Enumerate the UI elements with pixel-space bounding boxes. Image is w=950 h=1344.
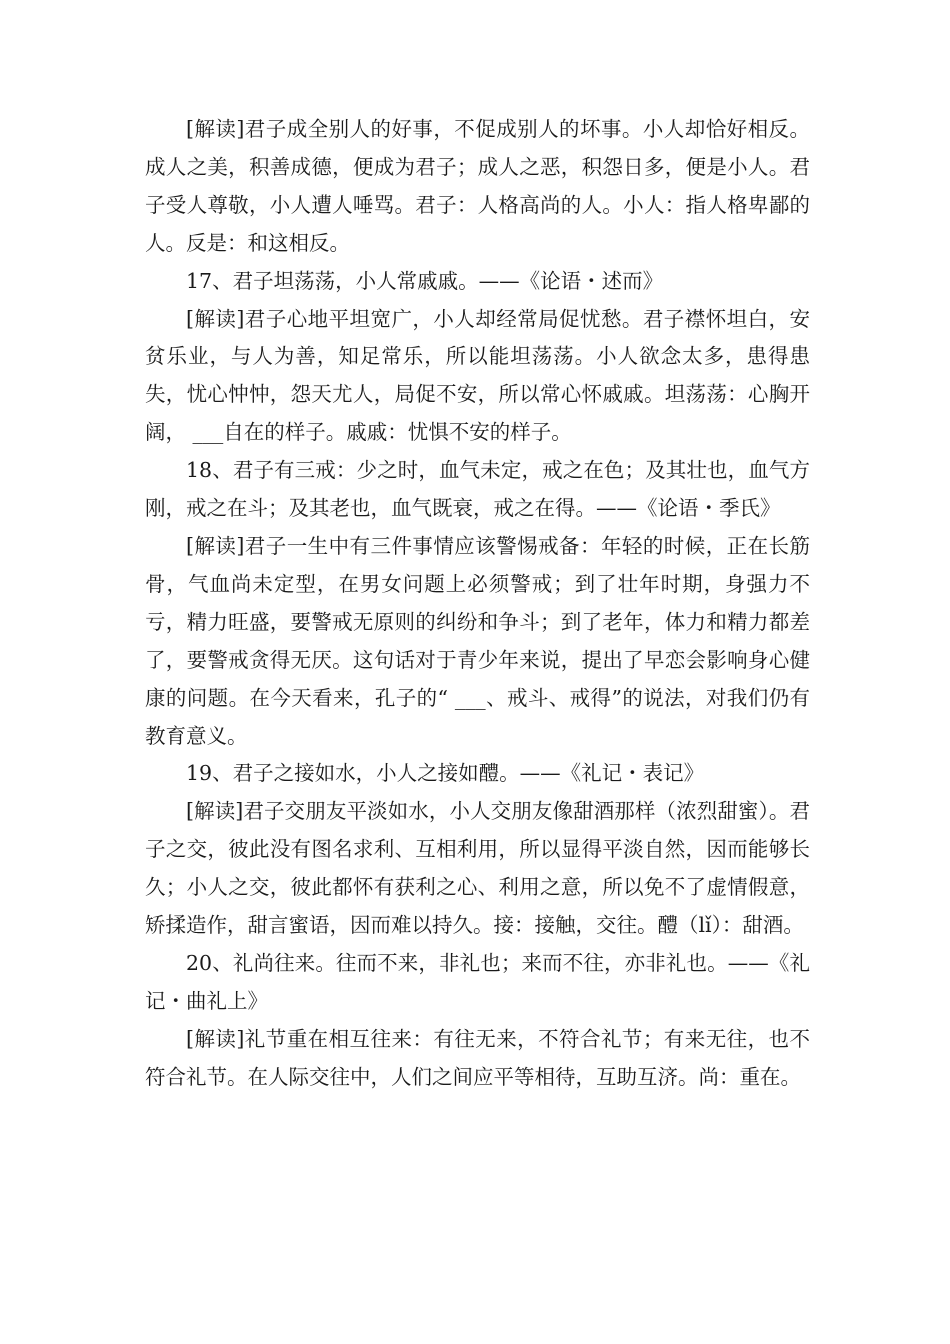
commentary-paragraph: [解读]君子交朋友平淡如水，小人交朋友像甜酒那样（浓烈甜蜜）。君子之交，彼此没有图名求利、互相利用，所以显得平淡自然，因而能够长久；小人之交，彼此都怀有获利之心、利用之意，所以免不了虚情假意，矫揉造作，甜言蜜语，因而难以持久。接：接触，交往。醴（lǐ）：甜酒。 — [145, 799, 810, 938]
quote-19: 19、君子之接如水，小人之接如醴。——《礼记・表记》 — [186, 761, 705, 786]
commentary-paragraph: [解读]礼节重在相互往来：有往无来，不符合礼节；有来无往，也不符合礼节。在人际交往中，人们之间应平等相待，互助互济。尚：重在。 — [145, 1026, 810, 1089]
commentary-paragraph: [解读]君子心地平坦宽广，小人却经常局促忧愁。君子襟怀坦白，安贫乐业，与人为善，知足常乐，所以能坦荡荡。小人欲念太多，患得患失，忧心忡忡，怨天尤人，局促不安，所以常心怀戚戚。坦荡荡：心胸开阔， ___自在的样子。戚戚：忧惧不安的样子。 — [145, 306, 810, 445]
quote-17: 17、君子坦荡荡，小人常戚戚。——《论语・述而》 — [186, 268, 664, 293]
quote-20: 20、礼尚往来。往而不来，非礼也；来而不往，亦非礼也。——《礼记・曲礼上》 — [145, 950, 810, 1013]
document-page — [145, 111, 810, 1097]
commentary-paragraph: [解读]君子一生中有三件事情应该警惕戒备：年轻的时候，正在长筋骨，气血尚未定型，在男女问题上必须警戒；到了壮年时期，身强力不亏，精力旺盛，要警戒无原则的纠纷和争斗；到了老年，体力和精力都差了，要警戒贪得无厌。这句话对于青少年来说，提出了早恋会影响身心健康的问题。在今天看来，孔子的“ ___、戒斗、戒得”的说法，对我们仍有教育意义。 — [145, 533, 810, 748]
commentary-paragraph: [解读]君子成全别人的好事，不促成别人的坏事。小人却恰好相反。成人之美，积善成德，便成为君子；成人之恶，积怨日多，便是小人。君子受人尊敬，小人遭人唾骂。君子：人格高尚的人。小人：指人格卑鄙的人。反是：和这相反。 — [145, 117, 810, 255]
quote-18: 18、君子有三戒：少之时，血气未定，戒之在色；及其壮也，血气方刚，戒之在斗；及其老也，血气既衰，戒之在得。——《论语・季氏》 — [145, 458, 810, 521]
